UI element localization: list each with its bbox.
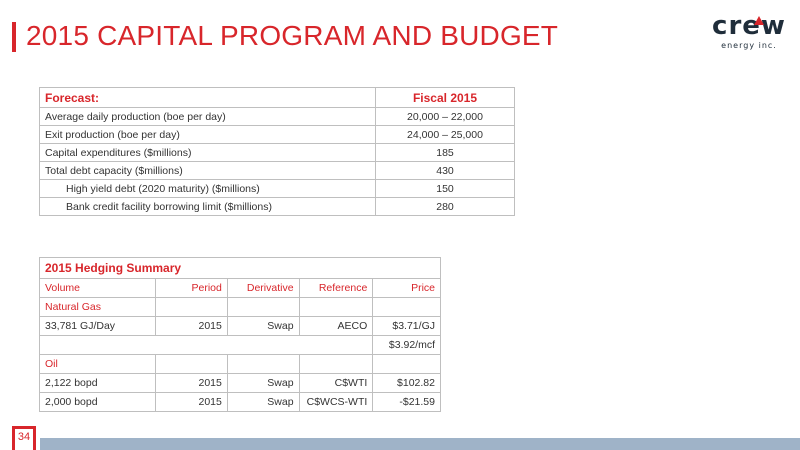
hedging-column-header-row — [40, 279, 441, 298]
cell-period: 2015 — [156, 393, 228, 412]
column-header-reference: Reference — [299, 279, 373, 298]
hedging-caption-row — [40, 258, 441, 279]
row-value: 24,000 – 25,000 — [376, 126, 515, 144]
row-label: Bank credit facility borrowing limit ($millions) — [40, 198, 376, 216]
page-number: 34 — [15, 429, 33, 450]
cell-price: $3.92/mcf — [373, 336, 441, 355]
section-label: Oil — [40, 355, 156, 374]
logo-wordmark: crew — [712, 11, 786, 41]
cell-period: 2015 — [156, 317, 228, 336]
column-header-price: Price — [373, 279, 441, 298]
column-header-volume: Volume — [40, 279, 156, 298]
company-logo — [708, 12, 790, 58]
forecast-header-row — [40, 88, 515, 108]
cell-derivative: Swap — [227, 393, 299, 412]
cell-derivative: Swap — [227, 374, 299, 393]
row-value: 150 — [376, 180, 515, 198]
row-value: 185 — [376, 144, 515, 162]
column-header-derivative: Derivative — [227, 279, 299, 298]
table-row — [40, 144, 515, 162]
cell-volume: 2,122 bopd — [40, 374, 156, 393]
cell-derivative: Swap — [227, 317, 299, 336]
cell-volume: 2,000 bopd — [40, 393, 156, 412]
row-label: Capital expenditures ($millions) — [40, 144, 376, 162]
table-row — [40, 336, 441, 355]
row-label: Exit production (boe per day) — [40, 126, 376, 144]
section-row-oil — [40, 355, 441, 374]
flame-icon — [754, 16, 764, 25]
cell-reference: AECO — [299, 317, 373, 336]
section-row-natural-gas — [40, 298, 441, 317]
cell-price: $102.82 — [373, 374, 441, 393]
row-value: 280 — [376, 198, 515, 216]
cell-price: $3.71/GJ — [373, 317, 441, 336]
row-label: Total debt capacity ($millions) — [40, 162, 376, 180]
hedging-caption: 2015 Hedging Summary — [40, 258, 441, 279]
table-row — [40, 108, 515, 126]
footer-bar — [40, 438, 800, 450]
column-header-period: Period — [156, 279, 228, 298]
section-label: Natural Gas — [40, 298, 156, 317]
cell-price: -$21.59 — [373, 393, 441, 412]
row-value: 430 — [376, 162, 515, 180]
table-row — [40, 374, 441, 393]
logo-tagline: energy inc. — [721, 41, 777, 50]
row-label: High yield debt (2020 maturity) ($millions) — [40, 180, 376, 198]
table-row — [40, 180, 515, 198]
table-row — [40, 393, 441, 412]
row-label: Average daily production (boe per day) — [40, 108, 376, 126]
cell-reference: C$WCS-WTI — [299, 393, 373, 412]
table-row — [40, 162, 515, 180]
forecast-table — [39, 87, 515, 216]
cell-period: 2015 — [156, 374, 228, 393]
title-accent-bar — [12, 22, 16, 52]
table-row — [40, 126, 515, 144]
cell-reference: C$WTI — [299, 374, 373, 393]
forecast-header-value: Fiscal 2015 — [376, 88, 515, 108]
table-row — [40, 317, 441, 336]
forecast-header-label: Forecast: — [40, 88, 376, 108]
page-number-box — [12, 426, 36, 450]
row-value: 20,000 – 22,000 — [376, 108, 515, 126]
hedging-summary-table — [39, 257, 441, 412]
page-title: 2015 CAPITAL PROGRAM AND BUDGET — [26, 20, 559, 51]
cell-volume: 33,781 GJ/Day — [40, 317, 156, 336]
table-row — [40, 198, 515, 216]
